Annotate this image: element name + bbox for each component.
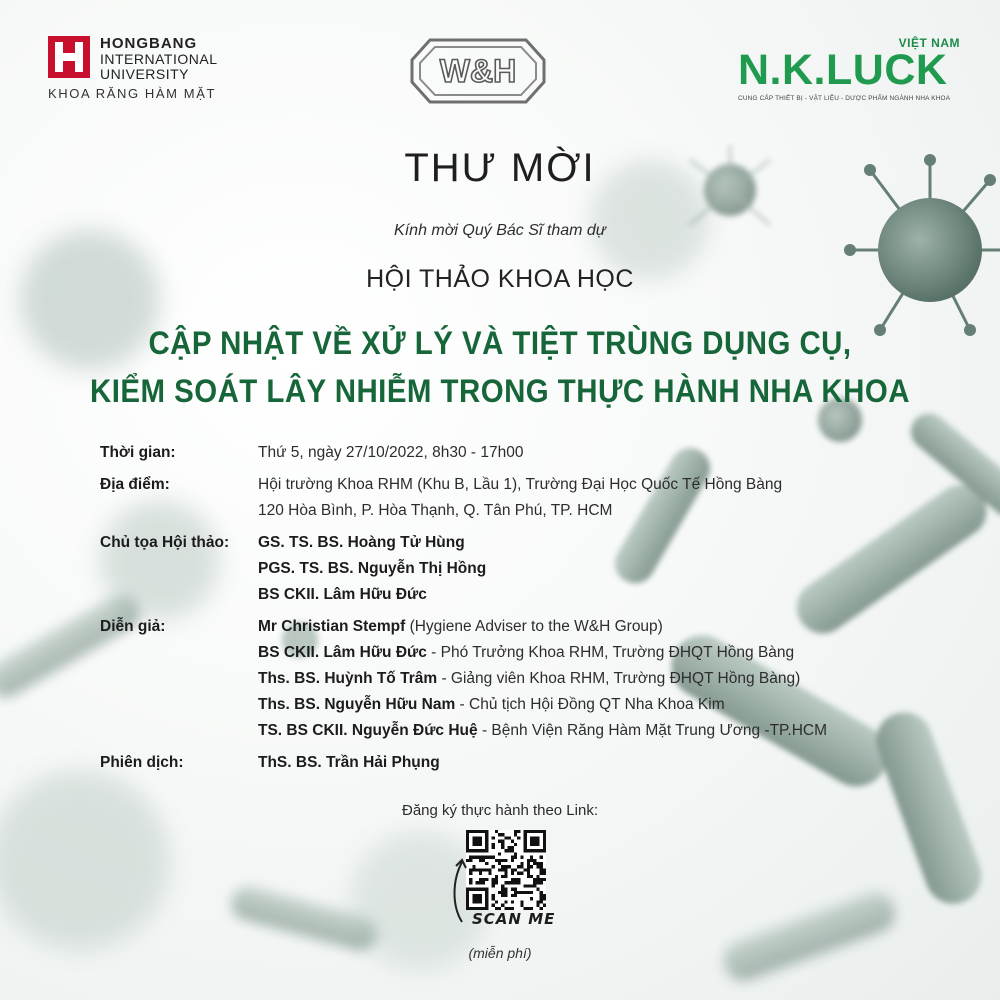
chairs-label: Chủ tọa Hội thảo: <box>100 534 230 551</box>
speaker-role: (Hygiene Adviser to the W&H Group) <box>405 618 663 635</box>
speaker-entry <box>258 640 950 666</box>
nkluck-country: VIỆT NAM <box>898 36 960 50</box>
wh-logo <box>408 36 548 106</box>
register-text: Đăng ký thực hành theo Link: <box>402 802 598 819</box>
detail-row-time <box>100 440 950 466</box>
interpreter-label: Phiên dịch: <box>100 754 184 771</box>
hiu-name-line1: HONGBANG <box>100 35 198 52</box>
detail-row-venue <box>100 472 950 524</box>
speaker-role: - Giảng viên Khoa RHM, Trường ĐHQT Hồng Bàng) <box>437 670 801 687</box>
event-details <box>100 440 950 776</box>
chair-name: GS. TS. BS. Hoàng Tử Hùng <box>258 534 465 551</box>
page-title: THƯ MỜI <box>404 146 596 190</box>
nkluck-tagline: CUNG CẤP THIẾT BỊ - VẬT LIỆU - DƯỢC PHẨM NGÀNH NHA KHOA <box>738 95 951 102</box>
interpreter-name: ThS. BS. Trần Hải Phụng <box>258 754 440 771</box>
detail-row-chairs <box>100 530 950 608</box>
speaker-name: Ths. BS. Nguyễn Hữu Nam <box>258 696 456 713</box>
speakers-label: Diễn giả: <box>100 618 166 635</box>
speaker-role: - Bệnh Viện Răng Hàm Mặt Trung Ương -TP.HCM <box>477 722 827 739</box>
qr-code-icon[interactable] <box>466 830 546 910</box>
time-value: Thứ 5, ngày 27/10/2022, 8h30 - 17h00 <box>258 444 524 461</box>
speaker-entry <box>258 666 950 692</box>
headline-line-1: CẬP NHẬT VỀ XỬ LÝ VÀ TIỆT TRÙNG DỤNG CỤ, <box>148 325 852 361</box>
nkluck-logo <box>738 36 960 116</box>
seminar-label: HỘI THẢO KHOA HỌC <box>366 265 634 293</box>
venue-line-1: Hội trường Khoa RHM (Khu B, Lầu 1), Trường Đại Học Quốc Tế Hồng Bàng <box>258 476 783 493</box>
speaker-role: - Phó Trưởng Khoa RHM, Trường ĐHQT Hồng Bàng <box>426 644 795 661</box>
hiu-name-line2: INTERNATIONAL <box>100 51 218 67</box>
venue-line-2: 120 Hòa Bình, P. Hòa Thạnh, Q. Tân Phú, TP. HCM <box>258 502 613 519</box>
invite-text: Kính mời Quý Bác Sĩ tham dự <box>394 222 606 239</box>
free-label: (miễn phí) <box>468 945 532 961</box>
speaker-role: - Chủ tịch Hội Đồng QT Nha Khoa Kim <box>455 696 725 713</box>
speaker-entry <box>258 614 950 640</box>
curved-arrow-icon <box>450 856 470 926</box>
speaker-name: Mr Christian Stempf <box>258 618 406 635</box>
wh-logo-text: W&H <box>439 53 517 89</box>
time-label: Thời gian: <box>100 444 176 461</box>
hiu-faculty: KHOA RĂNG HÀM MẶT <box>48 86 217 101</box>
hongbang-university-logo <box>48 36 238 106</box>
hiu-name-line3: UNIVERSITY <box>100 66 190 82</box>
hongbang-h-mark-icon <box>48 36 90 78</box>
speaker-name: BS CKII. Lâm Hữu Đức <box>258 644 427 661</box>
scan-me-label: SCAN ME <box>472 910 556 928</box>
qr-code-block[interactable] <box>450 826 560 938</box>
speaker-entry <box>258 692 950 718</box>
speaker-name: Ths. BS. Huỳnh Tố Trâm <box>258 670 438 687</box>
headline-line-2: KIỂM SOÁT LÂY NHIỄM TRONG THỰC HÀNH NHA KHOA <box>90 373 910 409</box>
speaker-entry <box>258 718 950 744</box>
nkluck-name: N.K.LUCK <box>738 46 948 94</box>
chair-name: BS CKII. Lâm Hữu Đức <box>258 586 427 603</box>
speaker-name: TS. BS CKII. Nguyễn Đức Huệ <box>258 722 478 739</box>
venue-label: Địa điểm: <box>100 476 170 493</box>
detail-row-interpreter <box>100 750 950 776</box>
detail-row-speakers <box>100 614 950 744</box>
chair-name: PGS. TS. BS. Nguyễn Thị Hồng <box>258 560 487 577</box>
